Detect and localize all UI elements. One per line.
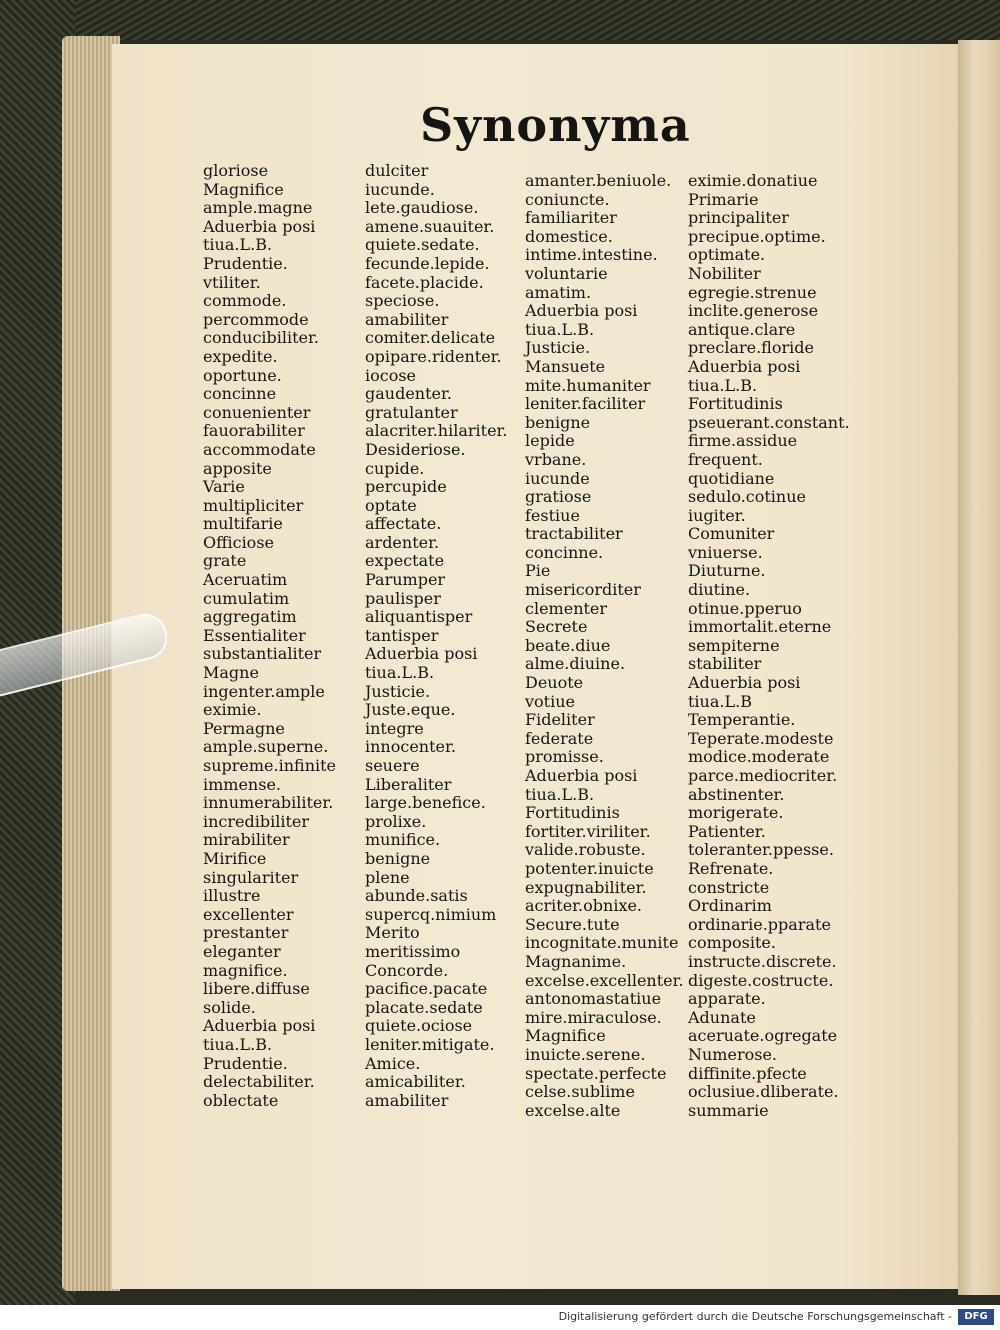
word-entry: solide. bbox=[203, 997, 256, 1017]
word-entry: Fortitudinis bbox=[525, 803, 620, 823]
word-entry: amicabiliter. bbox=[365, 1072, 466, 1092]
word-entry: ample.superne. bbox=[203, 737, 329, 757]
word-entry: voluntarie bbox=[525, 263, 608, 283]
word-entry: Magnifice bbox=[525, 1026, 606, 1046]
word-entry: Fideliter bbox=[525, 710, 595, 730]
book-cover-top bbox=[0, 0, 1000, 40]
word-entry: tiua.L.B. bbox=[688, 375, 758, 395]
word-entry: amabiliter bbox=[365, 1090, 449, 1110]
word-entry: eximie. bbox=[203, 700, 262, 720]
word-entry: sedulo.cotinue bbox=[688, 487, 806, 507]
word-entry: domestice. bbox=[525, 226, 613, 246]
word-entry: Justicie. bbox=[365, 681, 431, 701]
word-entry: cumulatim bbox=[203, 588, 290, 608]
word-entry: lete.gaudiose. bbox=[365, 198, 479, 218]
word-entry: amatim. bbox=[525, 282, 592, 302]
dfg-logo: DFG bbox=[958, 1309, 994, 1325]
word-entry: oblectate bbox=[203, 1090, 279, 1110]
word-entry: substantialiter bbox=[203, 644, 322, 664]
word-entry: inclite.generose bbox=[688, 301, 819, 321]
word-entry: valide.robuste. bbox=[525, 840, 646, 860]
text-column-1 bbox=[203, 162, 336, 1110]
word-entry: amanter.beniuole. bbox=[525, 171, 672, 190]
word-entry: aceruate.ogregate bbox=[688, 1026, 838, 1046]
word-entry: tiua.L.B bbox=[688, 691, 752, 711]
word-entry: principaliter bbox=[688, 208, 789, 228]
word-entry: abstinenter. bbox=[688, 784, 785, 804]
word-entry: Ordinarim bbox=[688, 896, 772, 916]
word-entry: vniuerse. bbox=[688, 542, 763, 562]
word-entry: Refrenate. bbox=[688, 858, 774, 878]
word-entry: gratiose bbox=[525, 487, 592, 507]
word-entry: Pie bbox=[525, 561, 551, 581]
word-entry: iugiter. bbox=[688, 505, 746, 525]
word-entry: festiue bbox=[525, 505, 580, 525]
word-entry: commode. bbox=[203, 291, 287, 311]
word-entry: antique.clare bbox=[688, 319, 796, 339]
word-entry: potenter.inuicte bbox=[525, 858, 654, 878]
word-entry: oclusiue.dliberate. bbox=[688, 1082, 839, 1102]
word-entry: Mansuete bbox=[525, 356, 606, 376]
word-entry: quiete.ociose bbox=[365, 1016, 473, 1036]
word-entry: alme.diuine. bbox=[525, 654, 626, 674]
word-entry: seuere bbox=[365, 756, 420, 775]
facing-page-gutter bbox=[958, 40, 1000, 1295]
word-entry: cupide. bbox=[365, 458, 425, 478]
word-entry: Aduerbia posi bbox=[203, 216, 316, 236]
word-entry: quotidiane bbox=[688, 468, 775, 488]
word-entry: mite.humaniter bbox=[525, 375, 651, 395]
word-entry: accommodate bbox=[203, 439, 316, 459]
word-entry: ardenter. bbox=[365, 532, 440, 552]
word-entry: familiariter bbox=[525, 208, 617, 228]
word-entry: abunde.satis bbox=[365, 886, 468, 906]
word-entry: Adunate bbox=[688, 1007, 756, 1027]
word-entry: votiue bbox=[525, 691, 575, 711]
word-entry: expugnabiliter. bbox=[525, 877, 647, 897]
word-entry: Amice. bbox=[365, 1053, 421, 1073]
word-entry: antonomastatiue bbox=[525, 989, 662, 1009]
word-entry: gratulanter bbox=[365, 402, 458, 422]
word-entry: grate bbox=[203, 551, 247, 571]
word-entry: coniuncte. bbox=[525, 189, 610, 209]
word-entry: Numerose. bbox=[688, 1044, 777, 1064]
word-entry: Magnifice bbox=[203, 179, 284, 199]
word-entry: munifice. bbox=[365, 830, 441, 850]
word-entry: innumerabiliter. bbox=[203, 793, 334, 813]
word-entry: diffinite.pfecte bbox=[688, 1063, 807, 1083]
word-entry: Aduerbia posi bbox=[688, 356, 801, 376]
word-entry: fortiter.viriliter. bbox=[525, 821, 651, 841]
word-entry: egregie.strenue bbox=[688, 282, 817, 302]
word-entry: fauorabiliter bbox=[203, 421, 305, 441]
word-entry: Teperate.modeste bbox=[688, 728, 834, 748]
word-entry: illustre bbox=[203, 886, 261, 906]
word-entry: Nobiliter bbox=[688, 263, 761, 283]
word-entry: Aduerbia posi bbox=[525, 766, 638, 785]
word-entry: excelse.excellenter. bbox=[525, 970, 684, 990]
word-entry: Prudentie. bbox=[203, 1053, 288, 1073]
word-entry: benigne bbox=[525, 412, 591, 432]
word-entry: Essentialiter bbox=[203, 625, 306, 645]
word-entry: diutine. bbox=[688, 580, 751, 600]
word-entry: lepide bbox=[525, 431, 575, 451]
word-entry: parce.mediocriter. bbox=[688, 766, 838, 785]
word-entry: conducibiliter. bbox=[203, 328, 319, 348]
word-entry: inuicte.serene. bbox=[525, 1044, 646, 1064]
word-entry: Liberaliter bbox=[365, 774, 452, 794]
word-entry: expectate bbox=[365, 551, 445, 571]
word-entry: sempiterne bbox=[688, 635, 780, 655]
word-entry: apposite bbox=[203, 458, 272, 478]
word-entry: alacriter.hilariter. bbox=[365, 421, 508, 441]
word-entry: gaudenter. bbox=[365, 384, 452, 404]
word-entry: firme.assidue bbox=[688, 431, 798, 451]
word-entry: quiete.sedate. bbox=[365, 235, 480, 255]
footer-bar bbox=[0, 1305, 1000, 1330]
word-entry: Temperantie. bbox=[688, 710, 796, 730]
word-entry: Magnanime. bbox=[525, 951, 627, 971]
word-entry: dulciter bbox=[365, 161, 429, 180]
word-entry: speciose. bbox=[365, 291, 440, 311]
word-entry: morigerate. bbox=[688, 803, 784, 823]
word-entry: constricte bbox=[688, 877, 770, 897]
word-entry: preclare.floride bbox=[688, 338, 814, 358]
word-entry: tractabiliter bbox=[525, 524, 623, 544]
word-entry: Aduerbia posi bbox=[525, 301, 638, 321]
word-entry: celse.sublime bbox=[525, 1082, 635, 1102]
word-entry: amabiliter bbox=[365, 309, 449, 329]
word-entry: incognitate.munite bbox=[525, 933, 679, 953]
word-entry: singulariter bbox=[203, 867, 299, 887]
word-entry: Primarie bbox=[688, 189, 759, 209]
word-entry: optimate. bbox=[688, 245, 766, 265]
word-entry: affectate. bbox=[365, 514, 442, 534]
word-entry: iucunde bbox=[525, 468, 590, 488]
word-entry: modice.moderate bbox=[688, 747, 830, 767]
word-entry: eximie.donatiue bbox=[688, 171, 818, 190]
word-entry: amene.suauiter. bbox=[365, 216, 495, 236]
word-entry: plene bbox=[365, 867, 410, 887]
word-entry: vtiliter. bbox=[203, 272, 261, 292]
word-entry: leniter.faciliter bbox=[525, 394, 646, 414]
word-entry: mire.miraculose. bbox=[525, 1007, 662, 1027]
word-entry: libere.diffuse bbox=[203, 979, 310, 999]
word-entry: Desideriose. bbox=[365, 439, 466, 459]
word-entry: Varie bbox=[203, 477, 245, 497]
word-entry: tantisper bbox=[365, 625, 439, 645]
word-entry: ample.magne bbox=[203, 198, 313, 218]
word-entry: Fortitudinis bbox=[688, 394, 783, 414]
word-entry: leniter.mitigate. bbox=[365, 1034, 495, 1054]
word-entry: prolixe. bbox=[365, 811, 427, 831]
word-entry: apparate. bbox=[688, 989, 766, 1009]
word-entry: Officiose bbox=[203, 532, 274, 552]
word-entry: immortalit.eterne bbox=[688, 617, 832, 637]
word-entry: spectate.perfecte bbox=[525, 1063, 667, 1083]
word-entry: excellenter bbox=[203, 904, 294, 924]
word-entry: placate.sedate bbox=[365, 997, 483, 1017]
word-entry: tiua.L.B. bbox=[525, 784, 595, 804]
word-entry: Permagne bbox=[203, 718, 285, 738]
word-entry: aliquantisper bbox=[365, 607, 473, 627]
word-entry: meritissimo bbox=[365, 941, 461, 961]
word-entry: tiua.L.B. bbox=[525, 319, 595, 339]
word-entry: supreme.infinite bbox=[203, 756, 337, 775]
word-entry: Parumper bbox=[365, 570, 446, 590]
word-entry: Aduerbia posi bbox=[688, 673, 801, 693]
word-entry: Secure.tute bbox=[525, 914, 620, 934]
word-entry: multipliciter bbox=[203, 495, 304, 515]
word-entry: tiua.L.B. bbox=[203, 1034, 273, 1054]
page-title: Synonyma bbox=[420, 98, 691, 152]
word-entry: composite. bbox=[688, 933, 776, 953]
word-entry: promisse. bbox=[525, 747, 604, 767]
word-entry: incredibiliter bbox=[203, 811, 309, 831]
funding-credit: Digitalisierung gefördert durch die Deutsche Forschungsgemeinschaft - bbox=[558, 1310, 952, 1323]
word-entry: multifarie bbox=[203, 514, 283, 534]
word-entry: integre bbox=[365, 718, 424, 738]
word-entry: eleganter bbox=[203, 941, 281, 961]
word-entry: benigne bbox=[365, 848, 431, 868]
word-entry: paulisper bbox=[365, 588, 441, 608]
word-entry: Aduerbia posi bbox=[365, 644, 478, 664]
word-entry: comiter.delicate bbox=[365, 328, 496, 348]
word-entry: Merito bbox=[365, 923, 420, 943]
word-entry: Juste.eque. bbox=[365, 700, 456, 720]
word-entry: mirabiliter bbox=[203, 830, 290, 850]
text-column-3 bbox=[525, 172, 684, 1120]
word-entry: precipue.optime. bbox=[688, 226, 826, 246]
word-entry: tiua.L.B. bbox=[365, 663, 435, 683]
word-entry: iocose bbox=[365, 365, 417, 385]
word-entry: percupide bbox=[365, 477, 447, 497]
word-entry: tiua.L.B. bbox=[203, 235, 273, 255]
text-column-2 bbox=[365, 162, 508, 1110]
word-entry: fecunde.lepide. bbox=[365, 253, 490, 273]
word-entry: large.benefice. bbox=[365, 793, 486, 813]
word-entry: ordinarie.pparate bbox=[688, 914, 831, 934]
word-entry: Patienter. bbox=[688, 821, 766, 841]
word-entry: pacifice.pacate bbox=[365, 979, 488, 999]
word-entry: vrbane. bbox=[525, 449, 587, 469]
word-entry: clementer bbox=[525, 598, 608, 618]
word-entry: aggregatim bbox=[203, 607, 297, 627]
word-entry: excelse.alte bbox=[525, 1100, 621, 1120]
word-entry: Comuniter bbox=[688, 524, 775, 544]
word-entry: percommode bbox=[203, 309, 309, 329]
word-entry: optate bbox=[365, 495, 417, 515]
word-entry: frequent. bbox=[688, 449, 763, 469]
word-entry: federate bbox=[525, 728, 594, 748]
word-entry: immense. bbox=[203, 774, 281, 794]
word-entry: Diuturne. bbox=[688, 561, 766, 581]
word-entry: Aduerbia posi bbox=[203, 1016, 316, 1036]
word-entry: Mirifice bbox=[203, 848, 267, 868]
word-entry: Secrete bbox=[525, 617, 588, 637]
word-entry: Magne bbox=[203, 663, 259, 683]
word-entry: intime.intestine. bbox=[525, 245, 658, 265]
word-entry: Prudentie. bbox=[203, 253, 288, 273]
word-entry: Justicie. bbox=[525, 338, 591, 358]
word-entry: conuenienter bbox=[203, 402, 311, 422]
word-entry: iucunde. bbox=[365, 179, 435, 199]
word-entry: Deuote bbox=[525, 673, 584, 693]
word-entry: Concorde. bbox=[365, 960, 449, 980]
word-entry: ingenter.ample bbox=[203, 681, 325, 701]
word-entry: magnifice. bbox=[203, 960, 288, 980]
word-entry: digeste.costructe. bbox=[688, 970, 834, 990]
word-entry: delectabiliter. bbox=[203, 1072, 315, 1092]
word-entry: beate.diue bbox=[525, 635, 611, 655]
word-entry: expedite. bbox=[203, 346, 278, 366]
word-entry: supercq.nimium bbox=[365, 904, 497, 924]
word-entry: opipare.ridenter. bbox=[365, 346, 502, 366]
word-entry: concinne bbox=[203, 384, 277, 404]
word-entry: gloriose bbox=[203, 161, 269, 180]
word-entry: Aceruatim bbox=[203, 570, 288, 590]
word-entry: summarie bbox=[688, 1100, 769, 1120]
word-entry: stabiliter bbox=[688, 654, 762, 674]
word-entry: otinue.pperuo bbox=[688, 598, 802, 618]
word-entry: concinne. bbox=[525, 542, 604, 562]
word-entry: oportune. bbox=[203, 365, 282, 385]
word-entry: toleranter.ppesse. bbox=[688, 840, 834, 860]
word-entry: acriter.obnixe. bbox=[525, 896, 643, 916]
word-entry: innocenter. bbox=[365, 737, 456, 757]
word-entry: pseuerant.constant. bbox=[688, 412, 850, 432]
word-entry: prestanter bbox=[203, 923, 289, 943]
word-entry: instructe.discrete. bbox=[688, 951, 837, 971]
word-entry: facete.placide. bbox=[365, 272, 484, 292]
text-column-4 bbox=[688, 172, 850, 1120]
word-entry: misericorditer bbox=[525, 580, 641, 600]
